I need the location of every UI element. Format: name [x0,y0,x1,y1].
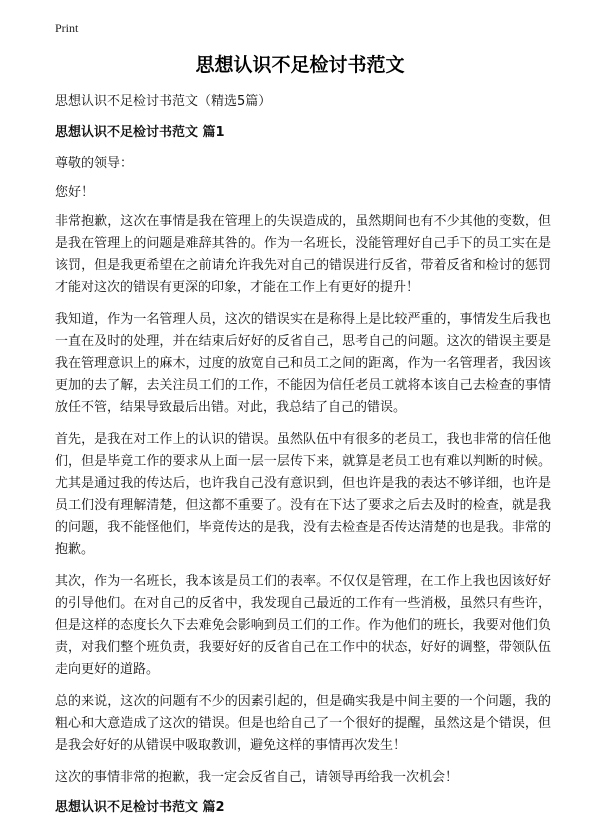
page-title: 思想认识不足检讨书范文 [195,54,405,76]
paragraph-6: 这次的事情非常的抱歉，我一定会反省自己，请领导再给我一次机会！ [55,770,459,785]
paragraph-2: 我知道，作为一名管理人员，这次的错误实在是称得上是比较严重的，事情发生后我也一直在及时的处理，并在结束后好好的反省自己，思考自己的问题。这次的错误主要是我在管理意识上的麻木，过度的放宽自己和员工之间的距离，作为一名管理者，我因该更加的去了解，去关注员工们的工作，不能因为信任老员工就将本该自己去检查的事情放任不管，结果导致最后出错。对此，我总结了自己的错误。 [55,312,551,415]
document-body [55,93,551,828]
document-subtitle: 思想认识不足检讨书范文（精选5篇） [55,94,272,109]
paragraph-3: 首先，是我在对工作上的认识的错误。虽然队伍中有很多的老员工，我也非常的信任他们，但是毕竟工作的要求从上面一层一层传下来，就算是老员工也有难以判断的时候。尤其是通过我的传达后，也许我自己没有意识到，但也许是我的表达不够详细，也许是员工们没有理解清楚，但这都不重要了。没有在下达了要求之后去及时的检查，就是我的问题，我不能怪他们，毕竟传达的是我，没有去检查是否传达清楚的也是我。非常的抱歉。 [55,432,551,557]
greeting: 您好！ [55,185,95,200]
paragraph-1: 非常抱歉，这次在事情是我在管理上的失误造成的，虽然期间也有不少其他的变数，但是我在管理上的问题是难辞其咎的。作为一名班长，没能管理好自己手下的员工实在是该罚，但是我更希望在之前请允许我先对自己的错误进行反省，带着反省和检讨的惩罚才能对这次的错误有更深的印象，才能在工作上有更好的提升！ [55,214,551,295]
section-heading-1: 思想认识不足检讨书范文 篇1 [55,125,225,140]
print-link[interactable]: Print [55,21,79,35]
salutation: 尊敬的领导： [55,156,134,171]
paragraph-5: 总的来说，这次的问题有不少的因素引起的，但是确实我是中间主要的一个问题，我的粗心和大意造成了这次的错误。但是也给自己了一个很好的提醒，虽然这是个错误，但是我会好好的从错误中吸取教训，避免这样的事情再次发生！ [55,694,551,753]
paragraph-4: 其次，作为一名班长，我本该是员工们的表率。不仅仅是管理，在工作上我也因该好好的引导他们。在对自己的反省中，我发现自己最近的工作有一些消极，虽然只有些许，但是这样的态度长久下去难免会影响到员工们的工作。作为他们的班长，我要对他们负责，对我们整个班负责，我要好好的反省自己在工作中的状态，好好的调整，带领队伍走向更好的道路。 [55,574,551,677]
section-heading-2: 思想认识不足检讨书范文 篇2 [55,800,225,815]
